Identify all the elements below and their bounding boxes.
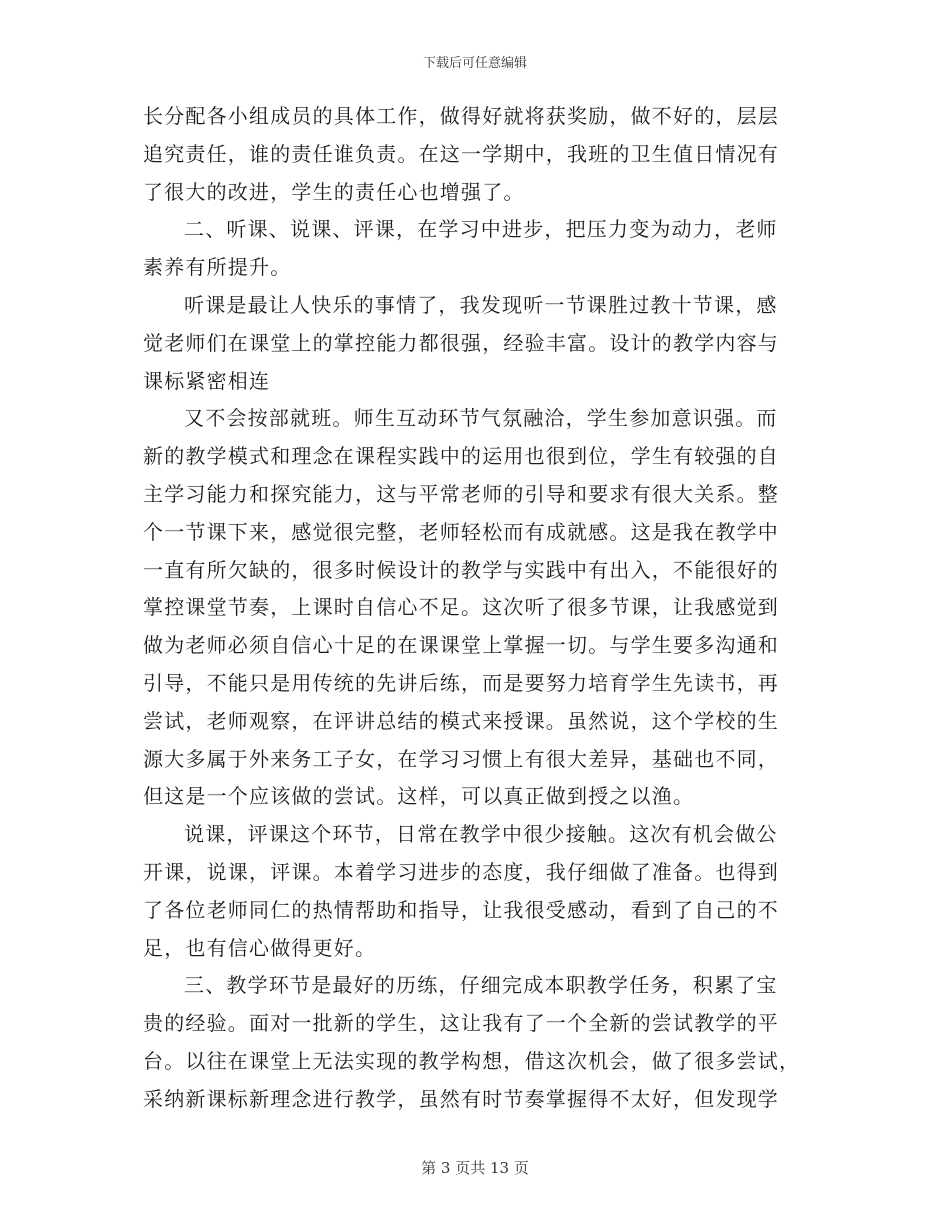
text-line: 个一节课下来，感觉很完整，老师轻松而有成就感。这是我在教学中	[143, 519, 779, 544]
text-line: 做为老师必须自信心十足的在课课堂上掌握一切。与学生要多沟通和	[143, 633, 779, 658]
text-line: 觉老师们在课堂上的掌控能力都很强，经验丰富。设计的教学内容与	[143, 330, 779, 355]
text-line: 了很大的改进，学生的责任心也增强了。	[143, 179, 525, 204]
text-line: 但这是一个应该做的尝试。这样，可以真正做到授之以渔。	[143, 784, 695, 809]
text-line: 尝试，老师观察，在评讲总结的模式来授课。虽然说，这个学校的生	[143, 708, 779, 733]
text-line: 课标紧密相连	[143, 368, 271, 393]
text-line: 引导，不能只是用传统的先讲后练，而是要努力培育学生先读书，再	[143, 670, 779, 695]
text-line: 又不会按部就班。师生互动环节气氛融洽，学生参加意识强。而	[184, 406, 778, 431]
text-line: 听课是最让人快乐的事情了，我发现听一节课胜过教十节课，感	[184, 292, 778, 317]
text-line: 足，也有信心做得更好。	[143, 935, 377, 960]
text-line: 开课，说课，评课。本着学习进步的态度，我仔细做了准备。也得到	[143, 859, 779, 884]
text-line: 长分配各小组成员的具体工作，做得好就将获奖励，做不好的，层层	[143, 104, 779, 128]
text-line: 台。以往在课堂上无法实现的教学构想，借这次机会，做了很多尝试，	[143, 1048, 801, 1073]
text-line: 主学习能力和探究能力，这与平常老师的引导和要求有很大关系。整	[143, 481, 779, 506]
text-line: 三、教学环节是最好的历练，仔细完成本职教学任务，积累了宝	[184, 973, 778, 998]
text-line: 说课，评课这个环节，日常在教学中很少接触。这次有机会做公	[184, 822, 778, 847]
text-line: 一直有所欠缺的，很多时候设计的教学与实践中有出入，不能很好的	[143, 557, 779, 582]
page-header: 下载后可任意编辑	[422, 56, 527, 71]
text-line: 追究责任，谁的责任谁负责。在这一学期中，我班的卫生值日情况有	[143, 141, 779, 166]
text-line: 了各位老师同仁的热情帮助和指导，让我很受感动，看到了自己的不	[143, 897, 779, 922]
text-line: 源大多属于外来务工子女，在学习习惯上有很大差异，基础也不同，	[143, 746, 779, 771]
text-line: 贵的经验。面对一批新的学生，这让我有了一个全新的尝试教学的平	[143, 1011, 779, 1036]
text-line: 素养有所提升。	[143, 255, 292, 280]
text-line: 掌控课堂节奏，上课时自信心不足。这次听了很多节课，让我感觉到	[143, 595, 779, 620]
text-line: 新的教学模式和理念在课程实践中的运用也很到位，学生有较强的自	[143, 444, 779, 469]
document-body	[143, 98, 803, 1119]
page-footer: 第 3 页共 13 页	[421, 1159, 529, 1177]
text-line: 二、听课、说课、评课，在学习中进步，把压力变为动力，老师	[184, 217, 778, 242]
text-line: 采纳新课标新理念进行教学，虽然有时节奏掌握得不太好，但发现学	[143, 1086, 779, 1111]
